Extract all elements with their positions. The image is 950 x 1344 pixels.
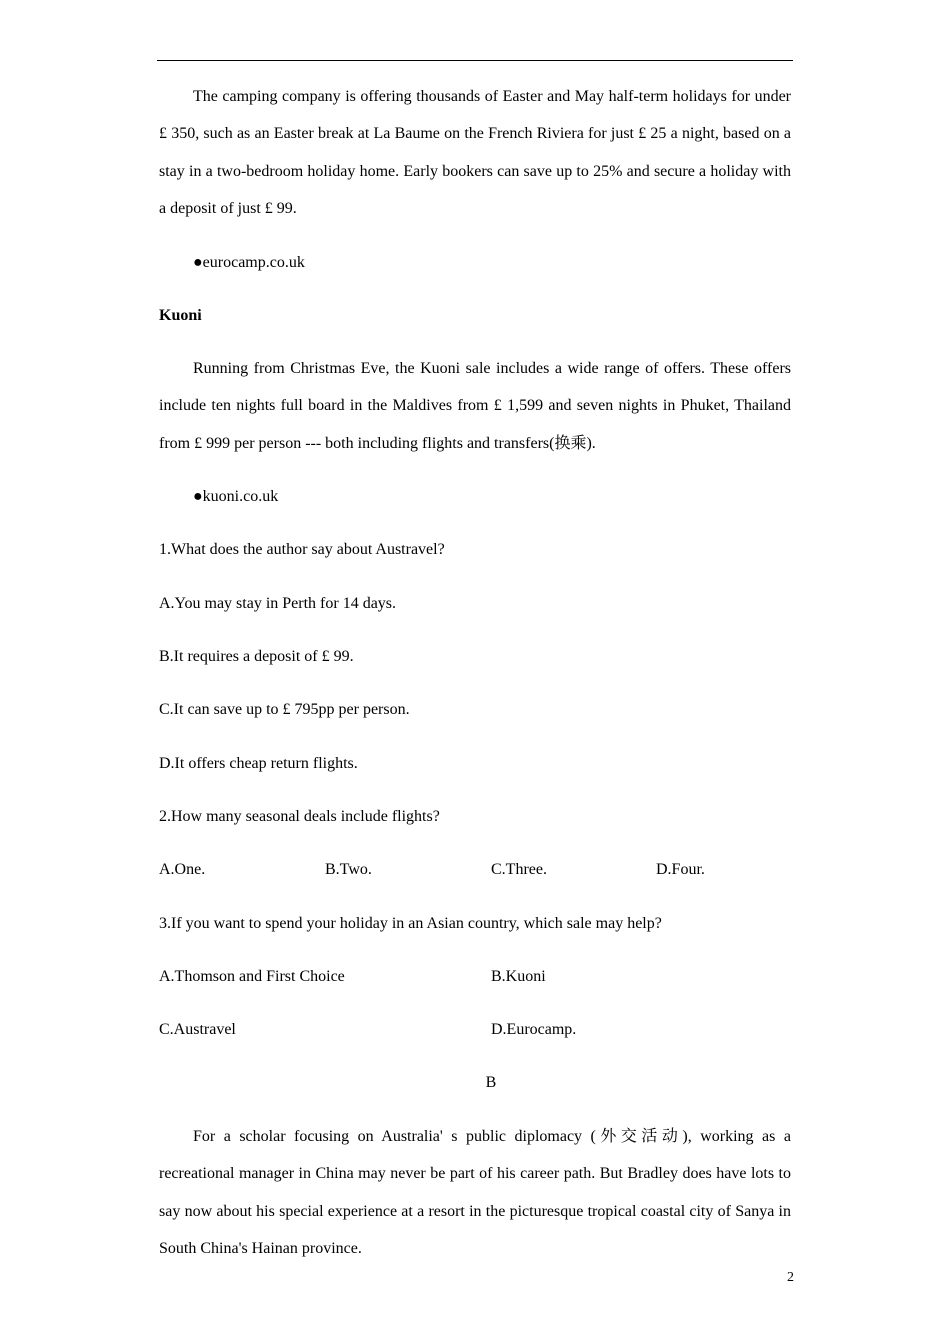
question-2-option-b: B.Two.	[325, 861, 372, 878]
question-1: 1.What does the author say about Austravel?	[159, 541, 445, 558]
kuoni-link: ●kuoni.co.uk	[193, 488, 279, 505]
question-3: 3.If you want to spend your holiday in an Asian country, which sale may help?	[159, 915, 662, 932]
header-rule	[157, 60, 793, 61]
passage-b-heading: B	[485, 1074, 497, 1091]
question-3-option-d: D.Eurocamp.	[491, 1021, 577, 1038]
page-number: 2	[787, 1270, 794, 1285]
question-1-option-d: D.It offers cheap return flights.	[159, 755, 358, 772]
eurocamp-link: ●eurocamp.co.uk	[193, 254, 305, 271]
passage-b-paragraph: For a scholar focusing on Australia' s public diplomacy (外交活动), working as a recreational manager in China may never be part of his career path. But Bradley does have lots to say now about his special experience at a resort in the picturesque tropical coastal city of Sanya in South China's Hainan province.	[159, 1128, 791, 1257]
kuoni-heading: Kuoni	[159, 307, 202, 324]
eurocamp-paragraph: The camping company is offering thousands of Easter and May half-term holidays for under £ 350, such as an Easter break at La Baume on the French Riviera for just £ 25 a night, based on a stay in a two-bedroom holiday home. Early bookers can save up to 25% and secure a holiday with a deposit of just £ 99.	[159, 88, 791, 217]
question-1-option-b: B.It requires a deposit of £ 99.	[159, 648, 354, 665]
question-2-option-a: A.One.	[159, 861, 206, 878]
question-2-option-c: C.Three.	[491, 861, 547, 878]
question-2: 2.How many seasonal deals include flights?	[159, 808, 440, 825]
kuoni-paragraph: Running from Christmas Eve, the Kuoni sale includes a wide range of offers. These offers include ten nights full board in the Maldives from £ 1,599 and seven nights in Phuket, Thailand from £ 999 per person --- both including flights and transfers(换乘).	[159, 360, 791, 452]
question-1-option-c: C.It can save up to £ 795pp per person.	[159, 701, 410, 718]
question-3-option-a: A.Thomson and First Choice	[159, 968, 345, 985]
question-3-option-b: B.Kuoni	[491, 968, 546, 985]
question-2-option-d: D.Four.	[656, 861, 705, 878]
question-3-option-c: C.Austravel	[159, 1021, 236, 1038]
question-1-option-a: A.You may stay in Perth for 14 days.	[159, 595, 397, 612]
